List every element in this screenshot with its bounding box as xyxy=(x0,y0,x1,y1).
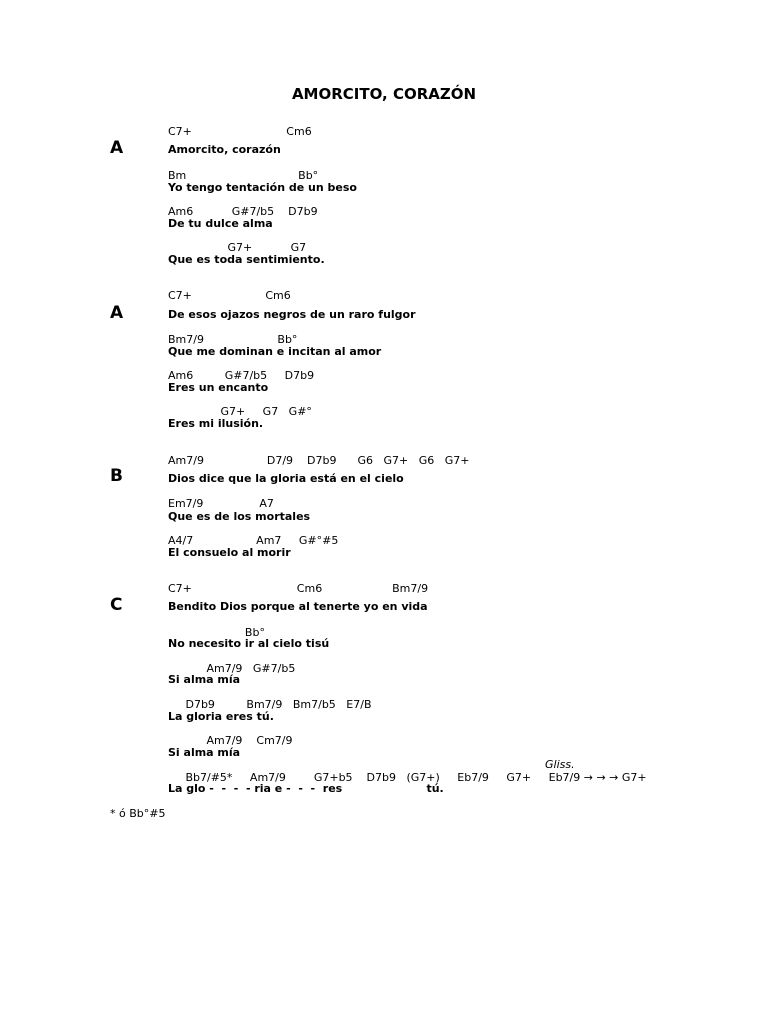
section-label-a1: A xyxy=(110,138,124,158)
chord-line: Bm7/9 Bb° xyxy=(168,333,298,346)
chord-line: G7+ G7 xyxy=(168,241,307,254)
song-title: AMORCITO, CORAZÓN xyxy=(291,85,477,103)
chord-line: C7+ Cm6 Bm7/9 xyxy=(168,582,429,595)
section-label-a2: A xyxy=(110,303,124,323)
chord-line: D7b9 Bm7/9 Bm7/b5 E7/B xyxy=(168,698,372,711)
chord-line: G7+ G7 G#° xyxy=(168,405,312,418)
lyric-line: Bendito Dios porque al tenerte yo en vida xyxy=(168,600,428,613)
chord-line: Em7/9 A7 xyxy=(168,497,274,510)
chord-line: C7+ Cm6 xyxy=(168,289,291,302)
lyric-line: Que me dominan e incitan al amor xyxy=(168,345,382,358)
section-label-c: C xyxy=(110,595,123,615)
lyric-line: La glo - - - - ria e - - - res tú. xyxy=(168,782,444,795)
lyric-line: Eres un encanto xyxy=(168,381,269,394)
chord-line: Bm Bb° xyxy=(168,169,319,182)
chord-line: Bb° xyxy=(168,626,265,639)
chord-line: Am7/9 D7/9 D7b9 G6 G7+ G6 G7+ xyxy=(168,454,470,467)
chord-line: Bb7/#5* Am7/9 G7+b5 D7b9 (G7+) Eb7/9 G7+ Eb7/9 → → → G7+ xyxy=(168,771,647,784)
lyric-line: Eres mi ilusión. xyxy=(168,417,264,430)
lyric-line: No necesito ir al cielo tisú xyxy=(168,637,330,650)
section-label-b: B xyxy=(110,466,123,486)
lyric-line: La gloria eres tú. xyxy=(168,710,274,723)
lyric-line: Amorcito, corazón xyxy=(168,143,281,156)
chord-line: Am7/9 G#7/b5 xyxy=(168,662,296,675)
chord-line: C7+ Cm6 xyxy=(168,125,312,138)
lyric-line: Dios dice que la gloria está en el cielo xyxy=(168,472,404,485)
lyric-line: El consuelo al morir xyxy=(168,546,291,559)
lyric-line: Si alma mía xyxy=(168,673,241,686)
lyric-line: Que es de los mortales xyxy=(168,510,311,523)
lyric-line: Si alma mía xyxy=(168,746,241,759)
lyric-line: Que es toda sentimiento. xyxy=(168,253,325,266)
footnote: * ó Bb°#5 xyxy=(110,807,166,820)
chord-line: A4/7 Am7 G#°#5 xyxy=(168,534,339,547)
lyric-line: De tu dulce alma xyxy=(168,217,273,230)
chord-line: Am6 G#7/b5 D7b9 xyxy=(168,205,318,218)
lyric-line: Yo tengo tentación de un beso xyxy=(168,181,357,194)
chord-line: Am7/9 Cm7/9 xyxy=(168,734,293,747)
lyric-line: De esos ojazos negros de un raro fulgor xyxy=(168,308,416,321)
chord-line: Am6 G#7/b5 D7b9 xyxy=(168,369,315,382)
gliss-annotation: Gliss. xyxy=(545,758,575,771)
